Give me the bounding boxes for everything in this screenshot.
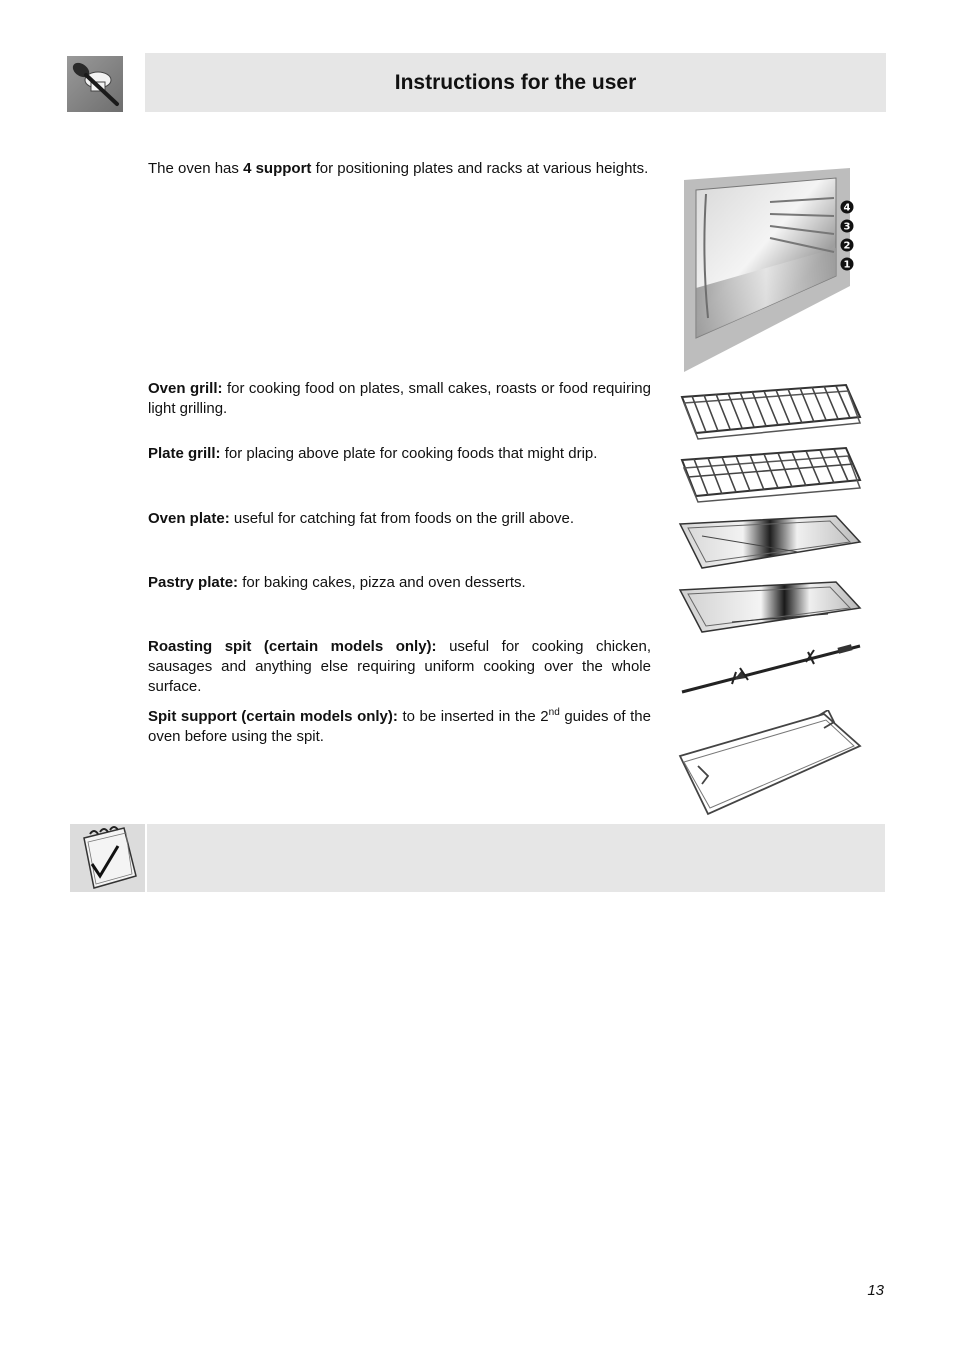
note-bar [147, 824, 885, 892]
spoon-chef-hat-icon [67, 56, 123, 112]
rack-level-4-label: 4 [843, 202, 851, 214]
oven-plate-description: Oven plate: useful for catching fat from foods on the grill above. [148, 510, 575, 527]
oven-grill-figure [678, 383, 864, 441]
page-title: Instructions for the user [394, 70, 637, 94]
chef-spoon-logo [67, 56, 123, 112]
plate-grill-description: Plate grill: for placing above plate for cooking foods that might drip. [148, 445, 598, 462]
oven-plate-figure [678, 512, 864, 572]
notepad-check-icon [70, 824, 145, 892]
rack-level-3-label: 3 [843, 221, 851, 233]
plate-grill-figure [678, 446, 864, 504]
roasting-spit-figure [678, 640, 864, 698]
oven-interior-figure [684, 168, 864, 374]
pastry-plate-description: Pastry plate: for baking cakes, pizza and oven desserts. [148, 574, 526, 591]
spit-support-description: Spit support (certain models only): to be inserted in the 2nd guides of the oven before using the spit. [148, 707, 651, 745]
note-icon-box [70, 824, 145, 892]
roasting-spit-description: Roasting spit (certain models only): useful for cooking chicken, sausages and anything else requiring uniform cooking over the whole surface. [148, 638, 651, 695]
header-bar [145, 53, 886, 112]
oven-grill-description: Oven grill: for cooking food on plates, small cakes, roasts or food requiring light grilling. [148, 380, 651, 417]
spit-support-figure [678, 710, 864, 818]
rack-level-1-label: 1 [843, 259, 851, 271]
page-number: 13 [867, 1282, 884, 1299]
intro-paragraph: The oven has 4 support for positioning plates and racks at various heights. [148, 160, 649, 177]
rack-level-2-label: 2 [843, 240, 851, 252]
pastry-plate-figure [678, 578, 864, 636]
